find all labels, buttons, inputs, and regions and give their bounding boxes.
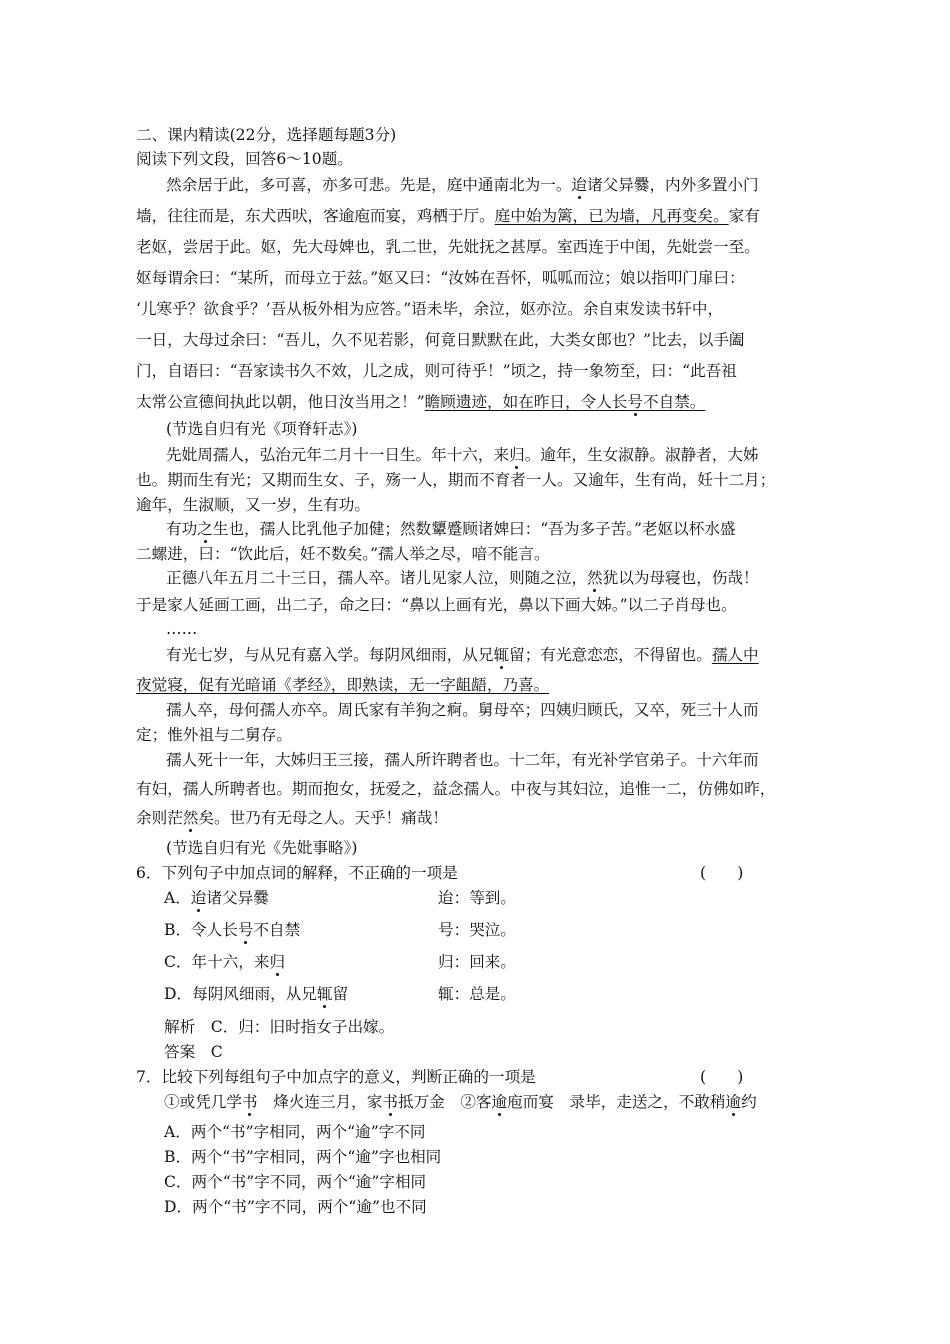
dotted-word: 然 xyxy=(587,569,603,587)
answer-blank: ( ) xyxy=(700,864,744,882)
passage2-line: 逾年，生淑顺，又一岁，生有功。 xyxy=(136,496,370,514)
dotted-word: 书 xyxy=(382,1093,398,1111)
passage2-line: 正德八年五月二十三日，孺人卒。诸儿见家人泣，则随之泣，然犹以为母寝也，伤哉！ xyxy=(166,569,759,587)
passage1-line: ‘儿寒乎？欲食乎？’吾从板外相为应答。”语未毕，余泣，妪亦泣。余自束发读书轩中， xyxy=(136,300,724,318)
dotted-word: 然 xyxy=(182,809,199,827)
passage1-line: 妪每谓余曰：“某所，而母立于兹。”妪又曰：“汝姊在吾怀，呱呱而泣；娘以指叩门扉曰： xyxy=(136,269,745,287)
passage2-line: 有功之生也，孺人比乳他子加健；然数顰蹙顾诸婢曰：“吾为多子苦。”老妪以杯水盛 xyxy=(166,520,736,538)
q6-option-a: A．迨诸父异爨 xyxy=(164,889,269,907)
q7-option-c: C．两个“书”字不同，两个“逾”字相同 xyxy=(164,1173,427,1191)
underlined-sentence: 夜觉寝，促有光暗诵《孝经》，即熟读，无一字龃龉，乃喜。 xyxy=(136,676,550,694)
passage1-line: 门，自语曰：“吾家读书久不效，儿之成，则可待乎！”顷之，持一象笏至，曰：“此吾祖 xyxy=(136,362,737,380)
q6-option-c-explanation: 归：回来。 xyxy=(438,953,516,971)
passage1-line: 太常公宣德间执此以朝，他日汝当用之！”瞻顾遗迹，如在昨日，令人长号不自禁。 xyxy=(136,393,706,411)
q7-option-d: D．两个“书”字不同，两个“逾”也不同 xyxy=(164,1198,427,1216)
q7-option-b: B．两个“书”字相同，两个“逾”字也相同 xyxy=(164,1148,442,1166)
dotted-word: 归 xyxy=(509,446,525,464)
dotted-word: 书 xyxy=(241,1093,258,1111)
passage2-line: 也。期而生有光；又期而生女、子，殇一人，期而不育者一人。又逾年，生有尚，妊十二月； xyxy=(136,471,776,489)
source-note: (节选自归有光《项脊轩志》) xyxy=(166,420,358,438)
passage2-line: 先妣周孺人，弘治元年二月十一日生。年十六，来归。逾年，生女淑静。淑静者，大姊 xyxy=(166,446,759,464)
q6-option-c: C．年十六，来归 xyxy=(164,953,286,971)
underlined-sentence: 瞻顾遗迹，如在昨日，令人长号不自禁。 xyxy=(424,393,706,411)
q6-option-b-explanation: 号：哭泣。 xyxy=(438,921,516,939)
underlined-sentence: 孺人中 xyxy=(711,646,759,664)
dotted-word: 辄 xyxy=(493,646,510,664)
q6-analysis: 解析 C．归：旧时指女子出嫁。 xyxy=(164,1018,395,1036)
passage1-line: 老妪，尝居于此。妪，先大母婢也，乳二世，先妣抚之甚厚。室西连于中闺，先妣尝一至。 xyxy=(136,238,760,256)
dotted-word: 迨 xyxy=(571,176,588,194)
passage1-line: 然余居于此，多可喜，亦多可悲。先是，庭中通南北为一。迨诸父异爨，内外多置小门 xyxy=(166,176,759,194)
source-note: (节选自归有光《先妣事略》) xyxy=(166,839,358,857)
q6-option-d: D．每阴风细雨，从兄辄留 xyxy=(164,985,349,1003)
q6-option-b: B．令人长号不自禁 xyxy=(164,921,301,939)
dotted-word: 逾 xyxy=(725,1093,742,1111)
question-6-stem: 6．下列句子中加点词的解释，不正确的一项是 xyxy=(136,864,458,882)
instruction: 阅读下列文段，回答6～10题。 xyxy=(136,150,353,168)
q6-option-d-explanation: 辄：总是。 xyxy=(438,985,516,1003)
passage1-line: 一日，大母过余曰：“吾儿，久不见若影，何竟日默默在此，大类女郎也？”比去，以手阖 xyxy=(136,331,745,349)
question-7-stem: 7．比较下列每组句子中加点字的意义，判断正确的一项是 xyxy=(136,1068,536,1086)
q6-answer: 答案 C xyxy=(164,1043,223,1061)
ellipsis: …… xyxy=(166,620,198,638)
passage1-line: 墙，往往而是，东犬西吠，客逾庖而宴，鸡栖于厅。庭中始为篱，已为墙，凡再变矣。家有 xyxy=(136,207,760,225)
passage2-line: 于是家人延画工画，出二子，命之曰：“鼻以上画有光，鼻以下画大姊。”以二子肖母也。 xyxy=(136,596,737,614)
section-heading: 二、课内精读(22分，选择题每题3分) xyxy=(136,126,397,144)
passage2-line: 孺人卒，母何孺人亦卒。周氏家有羊狗之痾。舅母卒；四姨归顾氏，又卒，死三十人而 xyxy=(166,701,759,719)
dotted-word: 之 xyxy=(197,520,213,538)
passage2-line: 孺人死十一年，大姊归王三接，孺人所许聘者也。十二年，有光补学官弟子。十六年而 xyxy=(166,751,759,769)
q6-option-a-explanation: 迨：等到。 xyxy=(438,889,516,907)
q7-option-a: A．两个“书”字相同，两个“逾”字不同 xyxy=(164,1123,426,1141)
dotted-word: 逾 xyxy=(491,1093,508,1111)
passage2-line: 余则茫然矣。世乃有无母之人。天乎！痛哉！ xyxy=(136,809,448,827)
answer-blank: ( ) xyxy=(700,1068,744,1086)
underlined-sentence: 庭中始为篱，已为墙，凡再变矣。 xyxy=(494,207,729,225)
passage2-line: 二螺进，曰：“饮此后，妊不数矣。”孺人举之尽，喑不能言。 xyxy=(136,545,550,563)
dotted-word: 号 xyxy=(627,393,644,411)
passage2-line: 定；惟外祖与二舅存。 xyxy=(136,726,292,744)
q7-sentence-pairs: ①或凭几学书 烽火连三月，家书抵万金 ②客逾庖而宴 录毕，走送之，不敢稍逾约 xyxy=(164,1093,757,1111)
passage2-line: 有妇，孺人所聘者也。期而抱女，抚爱之，益念孺人。中夜与其妇泣，追惟一二，仿佛如昨， xyxy=(136,780,776,798)
passage2-line: 有光七岁，与从兄有嘉入学。每阴风细雨，从兄辄留；有光意恋恋，不得留也。孺人中 xyxy=(166,646,759,664)
